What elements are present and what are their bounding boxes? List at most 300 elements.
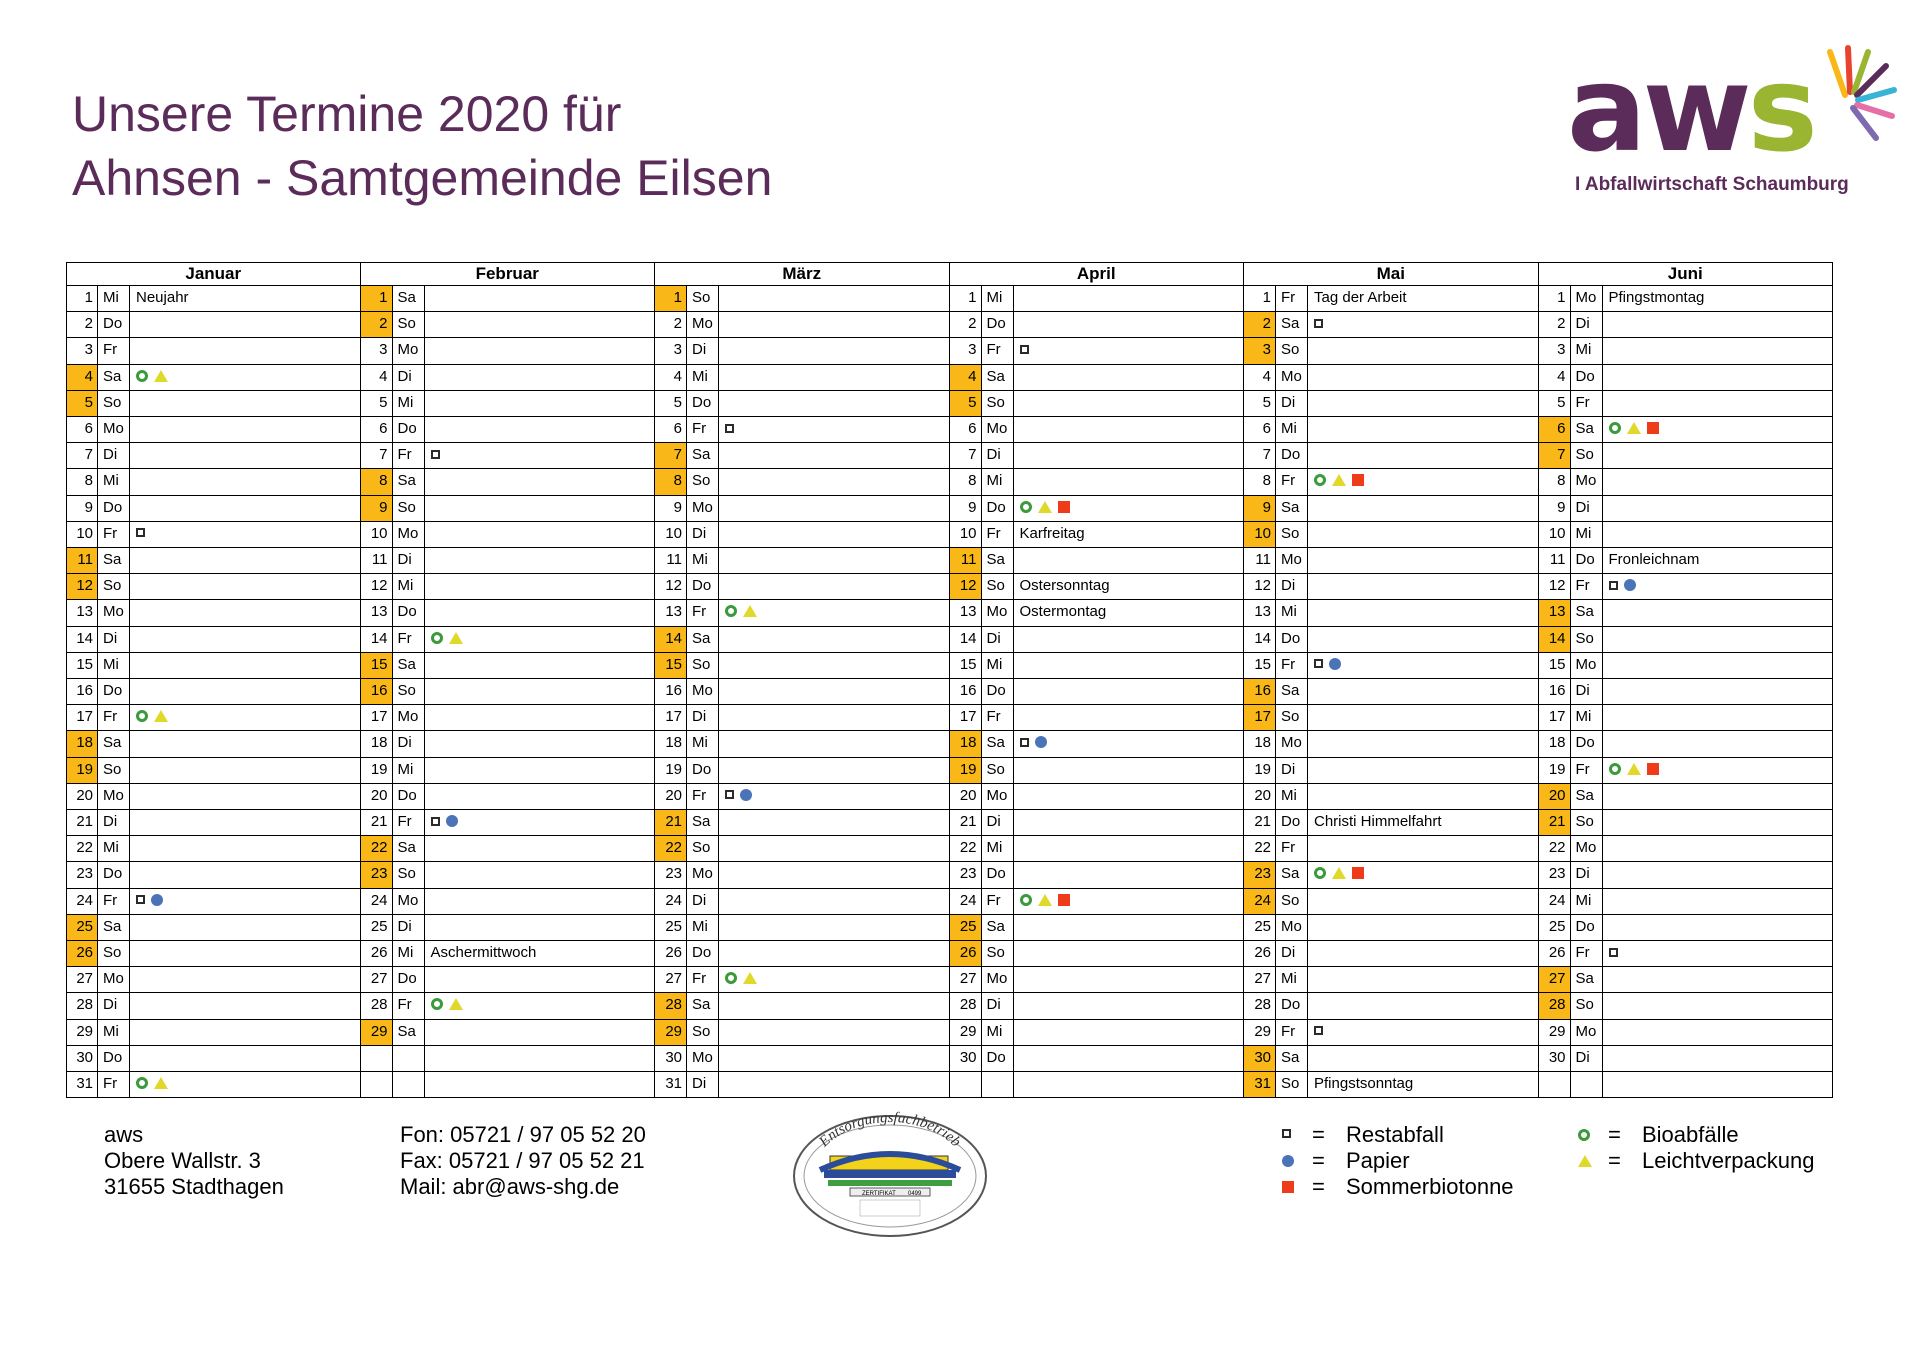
- day-number: [1539, 1072, 1571, 1097]
- day-note: [1308, 993, 1539, 1018]
- weekday: Do: [1571, 548, 1603, 573]
- day-row: [950, 443, 1245, 469]
- restabfall-icon: [431, 450, 440, 459]
- day-row: [1244, 312, 1539, 338]
- day-row: [950, 679, 1245, 705]
- day-row: [950, 731, 1245, 757]
- weekday: Sa: [982, 731, 1014, 756]
- leichtverpackung-icon: [1038, 894, 1052, 906]
- day-row: [1539, 391, 1834, 417]
- weekday: Fr: [1276, 653, 1308, 678]
- day-number: 28: [950, 993, 982, 1018]
- day-row: [950, 469, 1245, 495]
- weekday: Fr: [687, 417, 719, 442]
- day-note: [1308, 862, 1539, 887]
- day-note: [1014, 967, 1245, 992]
- day-note: [1603, 338, 1834, 363]
- day-number: 31: [1244, 1072, 1276, 1097]
- day-row: [655, 679, 950, 705]
- day-number: 20: [950, 784, 982, 809]
- day-row: [950, 496, 1245, 522]
- day-row: [1244, 731, 1539, 757]
- day-row: [66, 286, 361, 312]
- weekday: Di: [982, 810, 1014, 835]
- logo-rays-icon: [1790, 40, 1900, 150]
- weekday: Do: [982, 862, 1014, 887]
- leichtverpackung-icon: [1627, 422, 1641, 434]
- address-block: [104, 1122, 284, 1200]
- day-note: [1308, 1046, 1539, 1071]
- day-row: [655, 889, 950, 915]
- day-row: [66, 548, 361, 574]
- day-row: [950, 810, 1245, 836]
- day-number: 10: [655, 522, 687, 547]
- weekday: Mi: [98, 1020, 130, 1045]
- day-row: [361, 810, 656, 836]
- day-note: [719, 574, 950, 599]
- day-row: [655, 469, 950, 495]
- day-number: 21: [66, 810, 98, 835]
- day-row: [950, 889, 1245, 915]
- day-row: [361, 574, 656, 600]
- day-number: 16: [66, 679, 98, 704]
- day-row: [66, 627, 361, 653]
- day-note: [425, 496, 656, 521]
- leichtverpackung-icon: [1627, 763, 1641, 775]
- day-row: [655, 731, 950, 757]
- day-number: 18: [950, 731, 982, 756]
- day-row: [655, 758, 950, 784]
- day-number: 28: [361, 993, 393, 1018]
- day-note: [1603, 496, 1834, 521]
- day-number: 16: [655, 679, 687, 704]
- day-note: [1603, 836, 1834, 861]
- weekday: So: [98, 941, 130, 966]
- month-header: Juni: [1539, 262, 1834, 286]
- weekday: Di: [687, 1072, 719, 1097]
- day-number: 30: [66, 1046, 98, 1071]
- weekday: So: [687, 1020, 719, 1045]
- weekday: Do: [982, 1046, 1014, 1071]
- day-row: [655, 338, 950, 364]
- weekday: Di: [687, 705, 719, 730]
- day-row: [66, 312, 361, 338]
- day-note: [1603, 443, 1834, 468]
- day-note: [719, 286, 950, 311]
- day-note: [719, 443, 950, 468]
- weekday: Sa: [1571, 417, 1603, 442]
- weekday: So: [393, 312, 425, 337]
- weekday: Di: [393, 731, 425, 756]
- day-number: 3: [1539, 338, 1571, 363]
- day-row: [66, 365, 361, 391]
- weekday: Sa: [982, 915, 1014, 940]
- weekday: Sa: [98, 548, 130, 573]
- day-row: [1539, 469, 1834, 495]
- weekday: Sa: [687, 443, 719, 468]
- day-row: [66, 731, 361, 757]
- day-note: [130, 731, 361, 756]
- day-number: 27: [655, 967, 687, 992]
- day-row: [655, 810, 950, 836]
- day-note: [130, 1020, 361, 1045]
- weekday: So: [1276, 522, 1308, 547]
- day-number: 25: [1539, 915, 1571, 940]
- day-row: [66, 679, 361, 705]
- day-row: [1244, 679, 1539, 705]
- weekday: Fr: [98, 1072, 130, 1097]
- day-note: [719, 417, 950, 442]
- day-number: 18: [66, 731, 98, 756]
- day-row: [66, 600, 361, 626]
- day-note: [719, 1046, 950, 1071]
- day-note: [130, 967, 361, 992]
- day-number: 10: [1539, 522, 1571, 547]
- day-number: 24: [361, 889, 393, 914]
- day-number: 15: [66, 653, 98, 678]
- day-note: [1014, 731, 1245, 756]
- day-row: [1539, 731, 1834, 757]
- day-row: [66, 967, 361, 993]
- day-note: [130, 391, 361, 416]
- weekday: So: [393, 496, 425, 521]
- day-row: [1539, 705, 1834, 731]
- day-number: 5: [1244, 391, 1276, 416]
- day-number: 28: [66, 993, 98, 1018]
- day-row: [361, 679, 656, 705]
- day-number: 7: [655, 443, 687, 468]
- day-number: 20: [66, 784, 98, 809]
- weekday: Sa: [1276, 312, 1308, 337]
- weekday: [982, 1072, 1014, 1097]
- day-row: [361, 941, 656, 967]
- holiday-label: Aschermittwoch: [430, 944, 537, 961]
- day-note: [1308, 312, 1539, 337]
- day-number: 9: [361, 496, 393, 521]
- weekday: Di: [687, 889, 719, 914]
- day-note: [130, 365, 361, 390]
- day-row: [1539, 653, 1834, 679]
- day-number: 9: [1539, 496, 1571, 521]
- title-line-2: Ahnsen - Samtgemeinde Eilsen: [72, 150, 773, 206]
- day-note: [1603, 1046, 1834, 1071]
- day-row: [655, 862, 950, 888]
- day-row: [66, 836, 361, 862]
- day-note: [719, 653, 950, 678]
- bioabfall-icon: [136, 1077, 148, 1089]
- day-number: 3: [66, 338, 98, 363]
- weekday: Fr: [1276, 1020, 1308, 1045]
- day-number: 30: [655, 1046, 687, 1071]
- day-note: [425, 1020, 656, 1045]
- day-note: [425, 338, 656, 363]
- day-row: [361, 522, 656, 548]
- day-number: 2: [950, 312, 982, 337]
- day-number: 22: [66, 836, 98, 861]
- day-number: 27: [950, 967, 982, 992]
- day-note: [130, 338, 361, 363]
- weekday: Sa: [393, 1020, 425, 1045]
- day-row: [66, 889, 361, 915]
- day-row: [655, 391, 950, 417]
- day-note: [425, 731, 656, 756]
- day-note: [130, 653, 361, 678]
- day-number: 25: [655, 915, 687, 940]
- weekday: Mi: [687, 548, 719, 573]
- weekday: So: [687, 469, 719, 494]
- day-number: 24: [950, 889, 982, 914]
- weekday: Sa: [98, 731, 130, 756]
- sommerbiotonne-icon: [1058, 501, 1070, 513]
- weekday: Mi: [1276, 967, 1308, 992]
- day-note: [719, 522, 950, 547]
- weekday: Mi: [393, 391, 425, 416]
- weekday: Di: [393, 915, 425, 940]
- day-note: [719, 1020, 950, 1045]
- weekday: Mi: [98, 286, 130, 311]
- weekday: Sa: [1571, 967, 1603, 992]
- day-note: [130, 705, 361, 730]
- day-note: [719, 312, 950, 337]
- day-number: [361, 1072, 393, 1097]
- day-number: 13: [950, 600, 982, 625]
- day-row: [66, 705, 361, 731]
- calendar-table: [66, 262, 1833, 1098]
- month-header: April: [950, 262, 1245, 286]
- day-note: [425, 836, 656, 861]
- day-number: 16: [361, 679, 393, 704]
- weekday: Mi: [393, 758, 425, 783]
- day-number: 11: [66, 548, 98, 573]
- day-note: [1014, 653, 1245, 678]
- address-name: aws: [104, 1122, 144, 1147]
- day-note: [425, 758, 656, 783]
- day-note: [1014, 600, 1245, 625]
- day-row: [1539, 627, 1834, 653]
- weekday: Mo: [1571, 653, 1603, 678]
- weekday: Fr: [98, 522, 130, 547]
- day-number: 7: [1539, 443, 1571, 468]
- day-row: [1539, 443, 1834, 469]
- day-number: 4: [66, 365, 98, 390]
- holiday-label: Ostermontag: [1019, 603, 1107, 621]
- day-row: [361, 548, 656, 574]
- weekday: Di: [982, 443, 1014, 468]
- day-row: [66, 574, 361, 600]
- weekday: Di: [687, 522, 719, 547]
- day-row: [1244, 496, 1539, 522]
- day-number: 5: [950, 391, 982, 416]
- day-number: 30: [1539, 1046, 1571, 1071]
- day-row: [655, 1046, 950, 1072]
- weekday: Mo: [982, 600, 1014, 625]
- day-note: [1603, 810, 1834, 835]
- holiday-label: Christi Himmelfahrt: [1314, 813, 1442, 830]
- day-number: 11: [1244, 548, 1276, 573]
- day-note: [719, 600, 950, 625]
- weekday: Mo: [1276, 548, 1308, 573]
- contact-mail[interactable]: Mail: abr@aws-shg.de: [400, 1174, 620, 1199]
- holiday-label: Karfreitag: [1019, 524, 1085, 542]
- weekday: Mo: [393, 522, 425, 547]
- weekday: So: [1276, 705, 1308, 730]
- weekday: Di: [982, 627, 1014, 652]
- day-number: 3: [361, 338, 393, 363]
- weekday: Di: [687, 338, 719, 363]
- day-number: 13: [66, 600, 98, 625]
- day-row: [655, 915, 950, 941]
- day-number: 14: [1539, 627, 1571, 652]
- day-note: [1308, 810, 1539, 835]
- day-note: [1308, 784, 1539, 809]
- bioabfall-icon: [1020, 501, 1032, 513]
- day-note: [1014, 1046, 1245, 1071]
- day-row: [655, 836, 950, 862]
- weekday: So: [393, 862, 425, 887]
- weekday: Mo: [1276, 365, 1308, 390]
- day-row: [66, 417, 361, 443]
- weekday: Mo: [393, 338, 425, 363]
- day-row: [655, 967, 950, 993]
- day-note: [719, 731, 950, 756]
- day-number: 6: [361, 417, 393, 442]
- day-row: [950, 548, 1245, 574]
- day-number: 18: [1244, 731, 1276, 756]
- weekday: Sa: [1276, 1046, 1308, 1071]
- day-row: [1539, 312, 1834, 338]
- day-note: [425, 391, 656, 416]
- day-note: [1603, 941, 1834, 966]
- day-row: [950, 784, 1245, 810]
- leichtverpackung-icon: [449, 632, 463, 644]
- day-note: [425, 993, 656, 1018]
- day-number: 11: [361, 548, 393, 573]
- bioabfall-icon: [1609, 422, 1621, 434]
- weekday: Fr: [687, 967, 719, 992]
- legend-equals: =: [1312, 1122, 1325, 1147]
- day-row: [1244, 600, 1539, 626]
- day-note: [1014, 391, 1245, 416]
- day-row: [66, 653, 361, 679]
- day-row: [361, 993, 656, 1019]
- day-row: [1539, 600, 1834, 626]
- day-note: [1603, 286, 1834, 311]
- weekday: Fr: [393, 443, 425, 468]
- day-number: 3: [950, 338, 982, 363]
- holiday-label: Ostersonntag: [1019, 577, 1110, 595]
- weekday: So: [982, 574, 1014, 599]
- weekday: [1571, 1072, 1603, 1097]
- day-number: 6: [1244, 417, 1276, 442]
- day-number: 22: [1539, 836, 1571, 861]
- weekday: So: [98, 391, 130, 416]
- day-number: 15: [950, 653, 982, 678]
- day-row: [361, 443, 656, 469]
- day-row: [1244, 810, 1539, 836]
- day-note: [1308, 496, 1539, 521]
- day-note: [130, 522, 361, 547]
- day-number: 27: [1539, 967, 1571, 992]
- day-number: 18: [361, 731, 393, 756]
- weekday: Fr: [982, 705, 1014, 730]
- day-number: 20: [1244, 784, 1276, 809]
- weekday: Sa: [393, 653, 425, 678]
- day-note: [1014, 705, 1245, 730]
- day-number: 12: [950, 574, 982, 599]
- day-note: [719, 810, 950, 835]
- weekday: Di: [1276, 391, 1308, 416]
- title-line-1: Unsere Termine 2020 für: [72, 86, 622, 142]
- day-note: [425, 915, 656, 940]
- day-number: 20: [361, 784, 393, 809]
- day-row: [950, 993, 1245, 1019]
- day-row: [66, 784, 361, 810]
- month-column: [950, 262, 1245, 1098]
- day-row: [950, 758, 1245, 784]
- papier-icon: [446, 815, 458, 827]
- day-number: 26: [1244, 941, 1276, 966]
- weekday: Fr: [982, 338, 1014, 363]
- day-row: [655, 1020, 950, 1046]
- day-number: 22: [361, 836, 393, 861]
- day-note: [1308, 391, 1539, 416]
- weekday: Fr: [393, 810, 425, 835]
- day-row: [1539, 574, 1834, 600]
- weekday: Mo: [98, 784, 130, 809]
- day-number: 21: [361, 810, 393, 835]
- month-header: März: [655, 262, 950, 286]
- day-row: [66, 391, 361, 417]
- day-row: [361, 600, 656, 626]
- day-note: [1308, 627, 1539, 652]
- day-row: [950, 600, 1245, 626]
- restabfall-icon: [431, 817, 440, 826]
- day-note: [719, 941, 950, 966]
- day-row: [66, 993, 361, 1019]
- day-note: [130, 941, 361, 966]
- day-number: 14: [655, 627, 687, 652]
- day-note: [1014, 862, 1245, 887]
- weekday: Sa: [982, 548, 1014, 573]
- day-row: [1539, 286, 1834, 312]
- leichtverpackung-icon: [743, 972, 757, 984]
- day-number: 27: [1244, 967, 1276, 992]
- bioabfall-icon: [136, 710, 148, 722]
- day-row: [361, 365, 656, 391]
- weekday: Mo: [1571, 469, 1603, 494]
- day-number: 20: [1539, 784, 1571, 809]
- day-number: 6: [655, 417, 687, 442]
- restabfall-icon: [1314, 319, 1323, 328]
- day-note: [130, 679, 361, 704]
- legend-equals: =: [1608, 1122, 1621, 1147]
- day-note: [130, 915, 361, 940]
- day-number: 24: [66, 889, 98, 914]
- day-number: 13: [1539, 600, 1571, 625]
- day-row: [1539, 836, 1834, 862]
- day-row: [361, 784, 656, 810]
- day-note: [425, 862, 656, 887]
- restabfall-icon: [1609, 581, 1618, 590]
- day-row: [950, 1020, 1245, 1046]
- weekday: So: [982, 941, 1014, 966]
- day-note: [425, 810, 656, 835]
- day-number: 29: [1244, 1020, 1276, 1045]
- weekday: So: [1571, 627, 1603, 652]
- day-note: [1308, 915, 1539, 940]
- day-row: [1539, 941, 1834, 967]
- day-row: [1244, 889, 1539, 915]
